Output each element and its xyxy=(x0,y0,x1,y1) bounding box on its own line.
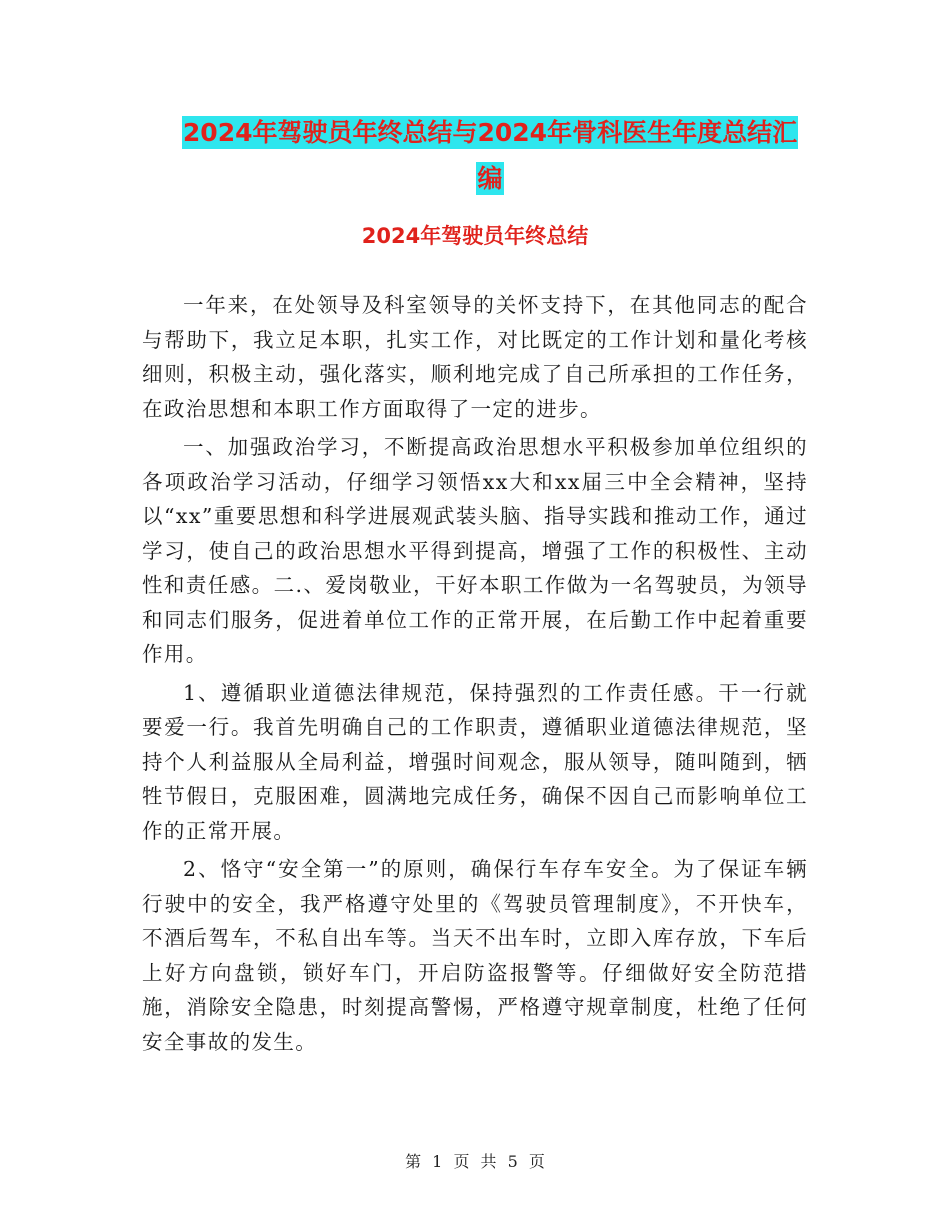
paragraph: 一、加强政治学习，不断提高政治思想水平积极参加单位组织的各项政治学习活动，仔细学习领悟xx大和xx届三中全会精神，坚持以“xx”重要思想和科学进展观武装头脑、指导实践和推动工作，通过学习，使自己的政治思想水平得到提高，增强了工作的积极性、主动性和责任感。二.、爱岗敬业，干好本职工作做为一名驾驶员，为领导和同志们服务，促进着单位工作的正常开展，在后勤工作中起着重要作用。 xyxy=(142,435,808,666)
document-title xyxy=(140,110,840,202)
document-body xyxy=(142,288,808,1063)
document-title-line1: 2024年驾驶员年终总结与2024年骨科医生年度总结汇 xyxy=(182,118,798,147)
page-footer: 第 1 页 共 5 页 xyxy=(405,1152,545,1171)
document-title-line2: 编 xyxy=(477,164,503,193)
paragraph: 1、遵循职业道德法律规范，保持强烈的工作责任感。干一行就要爱一行。我首先明确自己的工作职责，遵循职业道德法律规范，坚持个人利益服从全局利益，增强时间观念，服从领导，随叫随到，牺牲节假日，克服困难，圆满地完成任务，确保不因自己而影响单位工作的正常开展。 xyxy=(142,680,808,843)
section-title: 2024年驾驶员年终总结 xyxy=(361,224,589,248)
paragraph: 一年来，在处领导及科室领导的关怀支持下，在其他同志的配合与帮助下，我立足本职，扎实工作，对比既定的工作计划和量化考核细则，积极主动，强化落实，顺利地完成了自己所承担的工作任务，在政治思想和本职工作方面取得了一定的进步。 xyxy=(142,293,808,421)
paragraph: 2、恪守“安全第一”的原则，确保行车存车安全。为了保证车辆行驶中的安全，我严格遵守处里的《驾驶员管理制度》，不开快车，不酒后驾车，不私自出车等。当天不出车时，立即入库存放，下车后上好方向盘锁，锁好车门，开启防盗报警等。仔细做好安全防范措施，消除安全隐患，时刻提高警惕，严格遵守规章制度，杜绝了任何安全事故的发生。 xyxy=(142,857,808,1054)
